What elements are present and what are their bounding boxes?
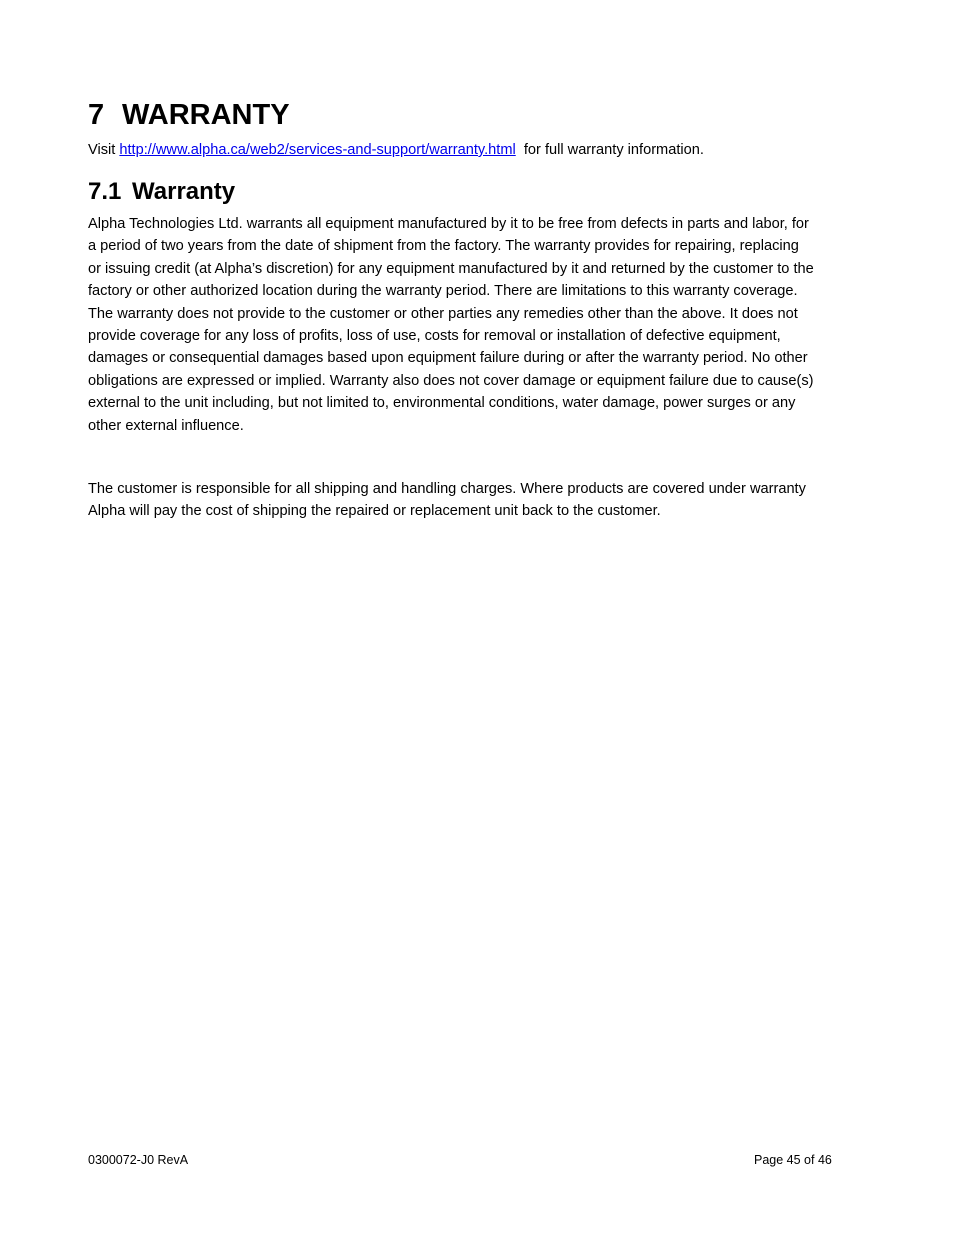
paragraph-line: obligations are expressed or implied. Warranty also does not cover damage or equipment failure due to cause(s) [88,372,814,389]
paragraph-line: provide coverage for any loss of profits, loss of use, costs for removal or installation of defective equipment, [88,328,781,345]
footer-doc-number: 0300072-J0 RevA [88,1153,189,1167]
shipping-paragraph [88,478,806,523]
intro-suffix: for full warranty information. [515,142,704,158]
section-number: 7 [88,99,105,131]
paragraph-line: external to the unit including, but not limited to, environmental conditions, water damage, power surges or any [88,395,796,412]
paragraph-line: or issuing credit (at Alpha’s discretion) for any equipment manufactured by it and returned by the customer to the [88,260,814,277]
paragraph-line: other external influence. [88,417,244,434]
section-title: WARRANTY [122,99,290,131]
paragraph-line: The customer is responsible for all shipping and handling charges. Where products are covered under warranty [88,481,806,497]
paragraph-line: a period of two years from the date of shipment from the factory. The warranty provides for repairing, replacing [88,238,799,255]
intro-prefix: Visit [88,142,120,158]
paragraph-line: damages or consequential damages based upon equipment failure during or after the warranty period. No other [88,350,808,367]
section-heading [88,96,290,134]
paragraph-line: factory or other authorized location during the warranty period. There are limitations to this warranty coverage. [88,283,798,300]
paragraph-line: Alpha Technologies Ltd. warrants all equipment manufactured by it to be free from defects in parts and labor, for [88,216,809,232]
subsection-number: 7.1 [88,178,122,205]
warranty-paragraph [88,213,814,437]
warranty-intro [88,140,704,160]
footer-page-number: Page 45 of 46 [754,1153,832,1167]
paragraph-line: The warranty does not provide to the customer or other parties any remedies other than the above. It does not [88,305,798,322]
subsection-heading [88,176,235,208]
paragraph-line: Alpha will pay the cost of shipping the repaired or replacement unit back to the customer. [88,503,661,520]
subsection-title: Warranty [132,178,236,205]
warranty-link[interactable]: http://www.alpha.ca/web2/services-and-support/warranty.html [119,142,516,158]
